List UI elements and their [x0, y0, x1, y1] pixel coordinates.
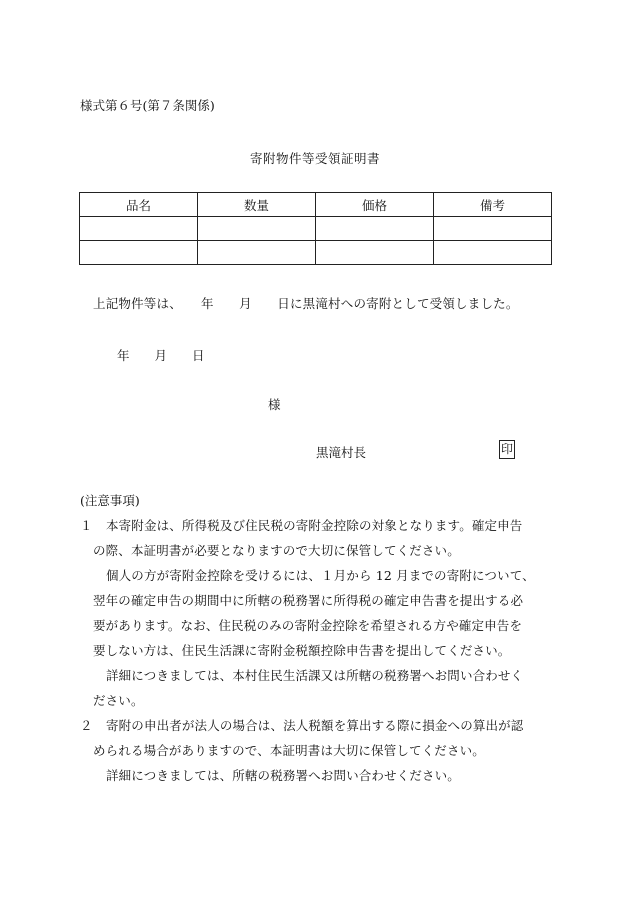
notes-heading: (注意事項) [80, 493, 140, 508]
table-row [80, 217, 552, 241]
note-1-line: の際、本証明書が必要となりますので大切に保管してください。 [93, 543, 460, 558]
document-title: 寄附物件等受領証明書 [249, 151, 380, 166]
column-header-remarks: 備考 [434, 193, 552, 217]
note-1-line: 要があります。なお、住民税のみの寄附金控除を希望される方や確定申告を [93, 618, 523, 633]
table-cell [80, 217, 198, 241]
recipient-honorific: 様 [268, 397, 281, 412]
note-1-line: 翌年の確定申告の期間中に所轄の税務署に所得税の確定申告書を提出する必 [93, 593, 524, 608]
issuer-name: 黒滝村長 [316, 445, 367, 460]
receipt-statement: 上記物件等は、 年 月 日に黒滝村への寄附として受領しました。 [93, 296, 519, 311]
note-2-line: 寄附の申出者が法人の場合は、法人税額を算出する際に損金への算出が認 [106, 718, 524, 733]
seal-box: 印 [499, 440, 515, 459]
table-cell [434, 217, 552, 241]
table-row [80, 241, 552, 265]
column-header-item-name: 品名 [80, 193, 198, 217]
note-1-line: 本寄附金は、所得税及び住民税の寄附金控除の対象となります。確定申告 [106, 518, 523, 533]
note-1-line: 要しない方は、住民生活課に寄附金税額控除申告書を提出してください。 [93, 643, 511, 658]
table-cell [80, 241, 198, 265]
table-cell [198, 241, 316, 265]
issue-date: 年 月 日 [117, 348, 205, 363]
note-1-line: 個人の方が寄附金控除を受けるには、１月から 12 月までの寄附について、 [106, 568, 535, 583]
table-cell [316, 217, 434, 241]
column-header-quantity: 数量 [198, 193, 316, 217]
table-cell [198, 217, 316, 241]
table-cell [434, 241, 552, 265]
note-2-line: 詳細につきましては、所轄の税務署へお問い合わせください。 [106, 768, 460, 783]
table-cell [316, 241, 434, 265]
form-number: 様式第６号(第７条関係) [80, 98, 215, 113]
table-header-row [80, 193, 552, 217]
note-2-line: められる場合がありますので、本証明書は大切に保管してください。 [93, 743, 485, 758]
column-header-price: 価格 [316, 193, 434, 217]
note-1-line: 詳細につきましては、本村住民生活課又は所轄の税務署へお問い合わせく [106, 668, 524, 683]
note-2-number: ２ [80, 718, 93, 733]
items-table [79, 192, 552, 265]
note-1-line: ださい。 [93, 693, 144, 708]
note-1-number: １ [80, 518, 93, 533]
